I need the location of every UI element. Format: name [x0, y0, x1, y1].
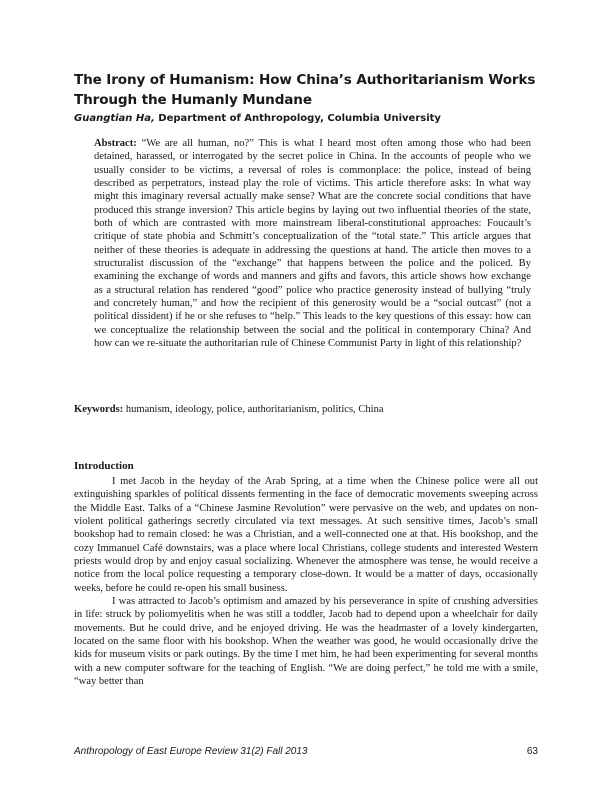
abstract [94, 137, 531, 351]
journal-citation: Anthropology of East Europe Review 31(2) Fall 2013 [74, 746, 308, 757]
paragraph: I was attracted to Jacob’s optimism and amazed by his perseverance in spite of crushing adversities in life: struck by poliomyelitis when he was still a toddler, Jacob had to depend upon a wheelchair for daily movements. But he could drive, and he enjoyed driving. He was the headmaster of a lovely kindergarten, located on the same floor with his bookshop. When the weather was good, he would occasionally drive the kids for museum visits or park outings. By the time I met him, he had been experimenting for several months with a new computer software for the teaching of English. “We are doing perfect,” he told me with a smile, “way better than [74, 596, 538, 688]
keywords-text: humanism, ideology, police, authoritarianism, politics, China [123, 404, 384, 415]
page-number: 63 [526, 746, 538, 757]
abstract-text: “We are all human, no?” This is what I heard most often among those who had been detained, harassed, or interrogated by the secret police in China. In the accounts of people who we usually consider to be victims, a reversal of roles is commonplace: the police, instead of being described as perpetrators, instead play the role of victims. This article therefore asks: In what way might this imaginary reversal actually make sense? What are the concrete social conditions that have produced this strange inversion? This article begins by laying out two influential theories of the state, both of which are contrasted with more mainstream liberal-constitutional approaches: Foucault’s critique of state phobia and Schmitt’s conceptualization of the “total state.” This article argues that neither of these theories is adequate in addressing the questions at hand. The article then moves to a structuralist discussion of the “exchange” that happens between the police and the policed. By examining the exchange of words and manners and gifts and favors, this article shows how exchange as a structural relation has rendered “good” police who practice generosity instead of bullying “truly and concretely human,” and how the recipient of this generosity would be a “social outcast” (not a political dissident) if he or she refuses to “help.” This leads to the key questions of this essay: how can we conceptualize the relationship between the social and the political in contemporary China? And how can we re-situate the authoritarian rule of Chinese Communist Party in light of this relationship? [94, 138, 531, 350]
section-heading: Introduction [74, 460, 134, 472]
author-name: Guangtian Ha, [74, 113, 155, 124]
keywords-label: Keywords: [74, 404, 124, 415]
article-title [74, 70, 544, 110]
keywords [74, 403, 534, 416]
author-byline [74, 112, 544, 126]
body-text [74, 475, 538, 689]
abstract-label: Abstract: [94, 138, 137, 149]
author-affiliation: Department of Anthropology, Columbia University [154, 113, 441, 124]
paragraph: I met Jacob in the heyday of the Arab Spring, at a time when the Chinese police were all out extinguishing sparkles of political dissents fermenting in the face of democratic movements sweeping across the Middle East. Talks of a “Chinese Jasmine Revolution” were pervasive on the web, and updates on non-violent political gatherings secretly circulated via text messages. At such sensitive times, Jacob’s small bookshop had to remain closed: he was a Christian, and a well-connected one at that. His bookshop, and the cozy Immanuel Café downstairs, was a place where local Christians, college students and interested Western priests would drop by and enjoy casual socializing. Whenever the atmosphere was tense, he would receive a notice from the local police requesting a temporary close-down. It would be a matter of days, occasionally weeks, before he could re-open his small business. [74, 476, 538, 594]
title-line-1: The Irony of Humanism: How China’s Authoritarianism Works [74, 72, 536, 88]
page-footer [74, 746, 538, 760]
title-line-2: Through the Humanly Mundane [74, 92, 312, 108]
